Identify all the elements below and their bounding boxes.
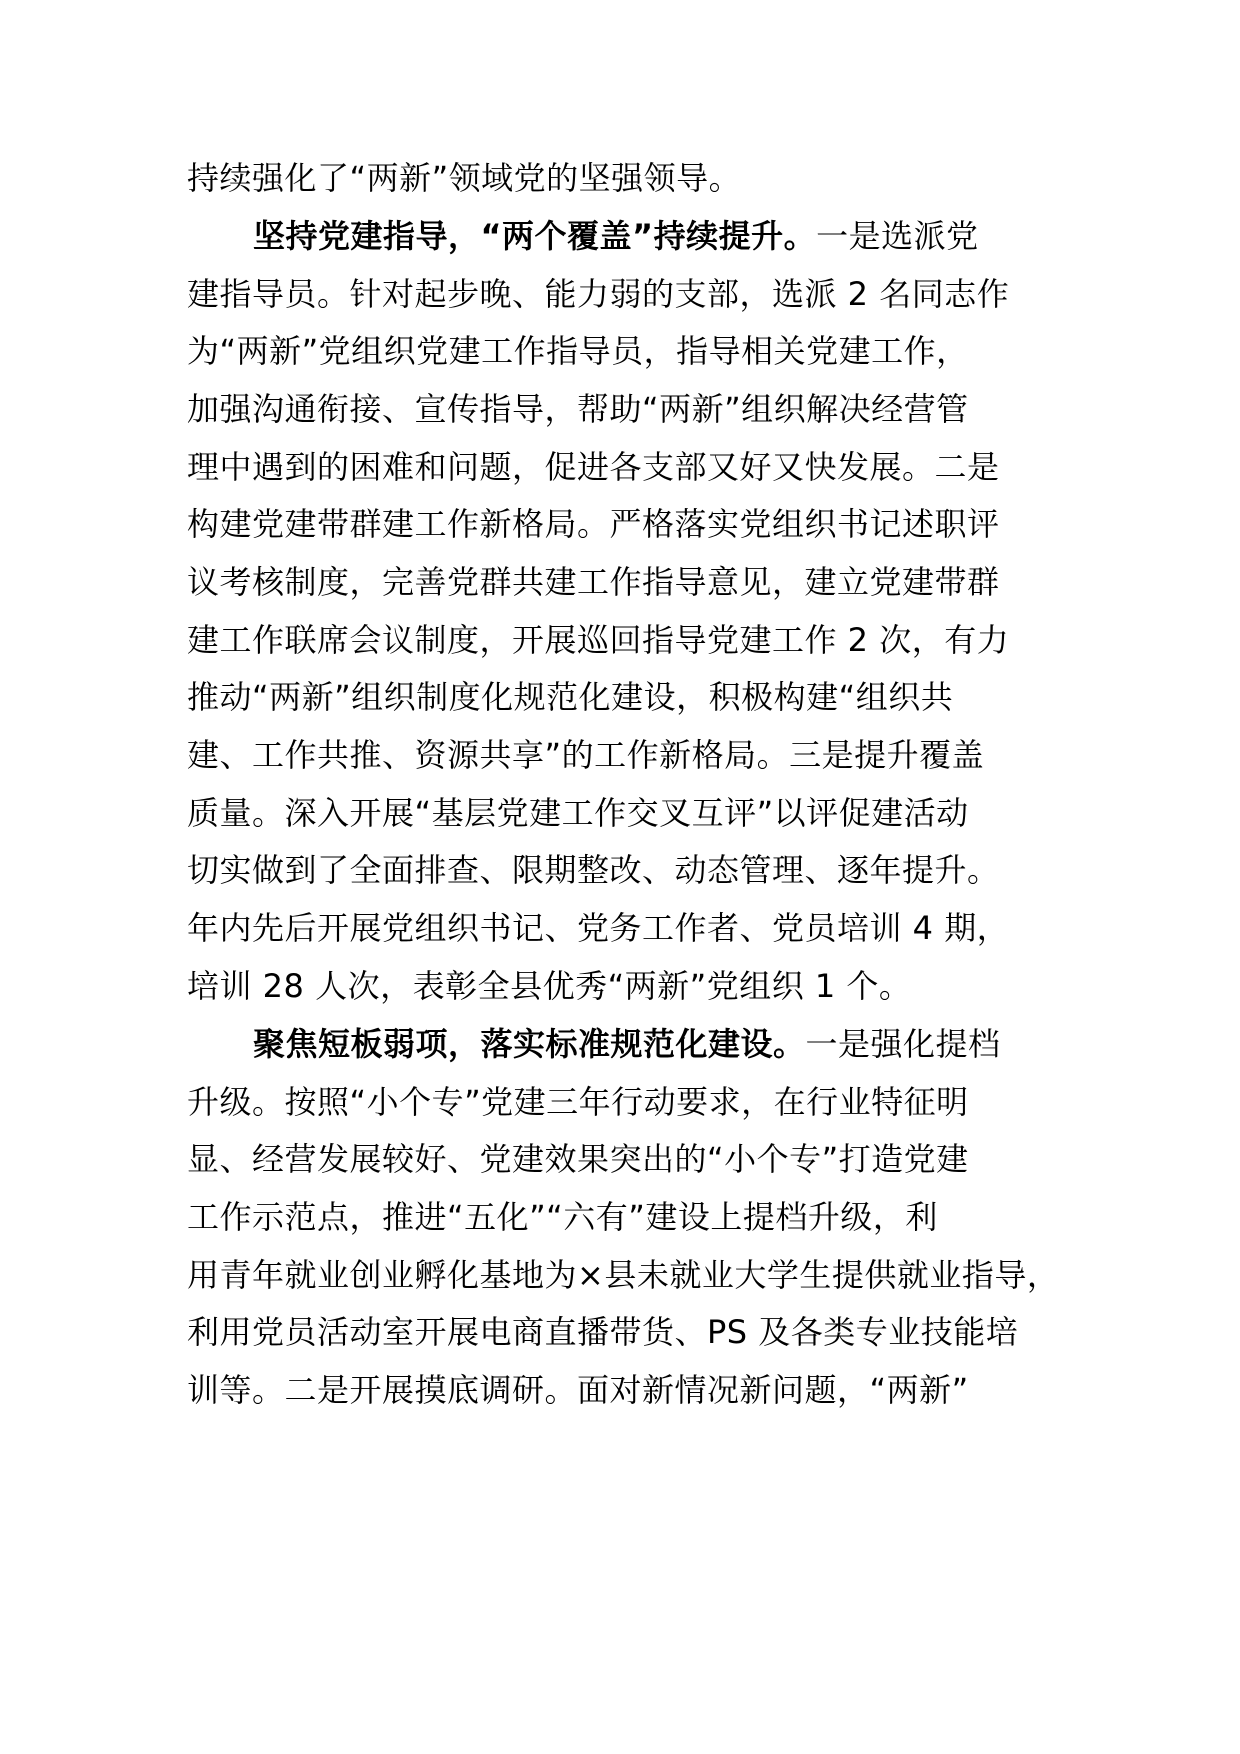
text-line: 质量。深入开展“基层党建工作交叉互评”以评促建活动 — [187, 794, 969, 832]
text-line: 理中遇到的困难和问题，促进各支部又好又快发展。二是 — [187, 448, 1000, 486]
text-line: 建、工作共推、资源共享”的工作新格局。三是提升覆盖 — [187, 736, 985, 774]
text-line: 议考核制度，完善党群共建工作指导意见，建立党建带群 — [187, 563, 1000, 601]
text-line: 训等。二是开展摸底调研。面对新情况新问题，“两新” — [187, 1371, 969, 1409]
paragraph-heading-line — [253, 216, 979, 256]
text-line: 年内先后开展党组织书记、党务工作者、党员培训 4 期， — [187, 909, 1010, 947]
paragraph-heading-line — [253, 1024, 1001, 1064]
text-line: 切实做到了全面排查、限期整改、动态管理、逐年提升。 — [187, 851, 1000, 889]
text-line: 建工作联席会议制度，开展巡回指导党建工作 2 次，有力 — [187, 621, 1010, 659]
paragraph-text: 一是选派党 — [816, 217, 979, 255]
text-line: 加强沟通衔接、宣传指导，帮助“两新”组织解决经营管 — [187, 390, 969, 428]
paragraph-heading: 坚持党建指导，“两个覆盖”持续提升。 — [253, 217, 817, 255]
paragraph-text: 一是强化提档 — [805, 1025, 1001, 1063]
text-line: 升级。按照“小个专”党建三年行动要求，在行业特征明 — [187, 1083, 969, 1121]
text-line: 利用党员活动室开展电商直播带货、PS 及各类专业技能培 — [187, 1313, 1019, 1351]
text-line: 培训 28 人次，表彰全县优秀“两新”党组织 1 个。 — [187, 967, 912, 1005]
text-line: 为“两新”党组织党建工作指导员，指导相关党建工作， — [187, 332, 969, 370]
paragraph-heading: 聚焦短板弱项，落实标准规范化建设。 — [253, 1025, 806, 1063]
text-line: 构建党建带群建工作新格局。严格落实党组织书记述职评 — [187, 505, 1000, 543]
text-line: 推动“两新”组织制度化规范化建设，积极构建“组织共 — [187, 678, 954, 716]
text-line: 持续强化了“两新”领域党的坚强领导。 — [187, 159, 742, 197]
text-line: 建指导员。针对起步晚、能力弱的支部，选派 2 名同志作 — [187, 275, 1010, 313]
text-line: 用青年就业创业孵化基地为×县未就业大学生提供就业指导， — [187, 1256, 1060, 1294]
text-line: 工作示范点，推进“五化”“六有”建设上提档升级，利 — [187, 1198, 938, 1236]
text-line: 显、经营发展较好、党建效果突出的“小个专”打造党建 — [187, 1140, 969, 1178]
